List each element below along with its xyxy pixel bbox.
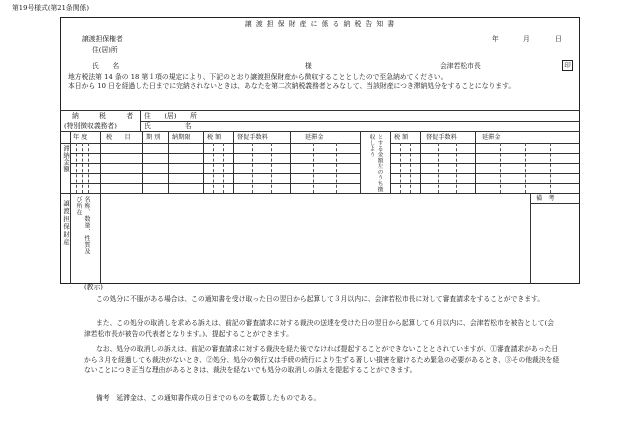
right-col-delinquency-charge: 延滞金: [482, 134, 501, 141]
recipient-address-label: 住(居)所: [92, 46, 118, 54]
form-number: 第19号様式(第21条関係): [12, 4, 89, 12]
col-delinquency-charge: 延滞金: [305, 134, 324, 141]
date-year: 年: [492, 35, 499, 43]
taxpayer-sublabel: (特別徴収義務者): [64, 122, 117, 130]
collection-amount-label: とする金額左のうち徴収しよう: [368, 134, 382, 192]
col-period: 期 別: [146, 134, 161, 141]
intro-text: 地方税法第 14 条の 18 第１項の規定により、下記のとおり譲渡担保財産から徴収することとしたので至急納めてください。: [68, 73, 448, 81]
form-frame: [60, 17, 580, 284]
seal-mark: 印: [562, 60, 573, 71]
col-due-date: 納期限: [172, 134, 191, 141]
right-col-reminder-fee: 督促手数料: [426, 134, 457, 141]
col-tax-amount: 税 額: [207, 134, 222, 141]
arrears-side-label: 滞納金額: [62, 145, 69, 173]
col-reminder-fee: 督促手数料: [237, 134, 268, 141]
property-col-label: 名称、数量、性質及び所在: [75, 196, 90, 255]
taxpayer-label: 納 税 者: [72, 112, 134, 120]
taxpayer-name-label: 氏 名: [144, 122, 192, 130]
date-day: 日: [555, 35, 562, 43]
property-remarks-label: 備 考: [536, 195, 555, 202]
col-year: 年 度: [73, 134, 88, 141]
notice-label: (教示): [84, 283, 103, 291]
notice-remarks: 備考 延滞金は、この通知書作成の日までのものを載算したものである。: [96, 394, 321, 402]
notice-paragraph-2: また、この処分の取消しを求める訴えは、前記の審査請求に対する裁決の送達を受けた日の翌日から起算して６月以内に、会津若松市を被告として(会津若松市長が被告の代表者となります。)、提起することができます。: [84, 319, 555, 338]
right-col-tax-amount: 税 額: [394, 134, 409, 141]
col-tax-item: 税 目: [106, 134, 131, 141]
recipient-label: 譲渡担保権者: [82, 35, 123, 43]
date-month: 月: [523, 35, 530, 43]
recipient-honorific: 様: [305, 62, 312, 70]
notice-paragraph-3: なお、処分の取消しの訴えは、前記の審査請求に対する裁決を経た後でなければ提起することができないこととされていますが、①審査請求があった日から３月を経過しても裁決がないとき、②処分、処分の執行又は手続の続行により生ずる著しい損害を避けるため緊急の必要があるとき、③その他裁決を経ないことにつき正当な理由があるときは、裁決を経ないでも処分の取消しの訴えを提起することができます。: [84, 345, 560, 375]
form-title: 譲 渡 担 保 財 産 に 係 る 納 税 告 知 書: [244, 20, 396, 28]
taxpayer-address-label: 住 (居) 所: [144, 112, 197, 120]
intro-text-2: 本日から 10 日を経過した日までに完納されないときは、あなたを第二次納税義務者とみなして、当該財産につき滞納処分をすることになります。: [68, 82, 516, 90]
property-side-label: 譲渡担保財産: [62, 200, 69, 247]
notice-paragraph-1: この処分に不服がある場合は、この通知書を受け取った日の翌日から起算して３月以内に、会津若松市長に対して審査請求をすることができます。: [96, 295, 545, 303]
recipient-name-label: 氏 名: [92, 62, 120, 70]
issuer: 会津若松市長: [440, 62, 481, 70]
